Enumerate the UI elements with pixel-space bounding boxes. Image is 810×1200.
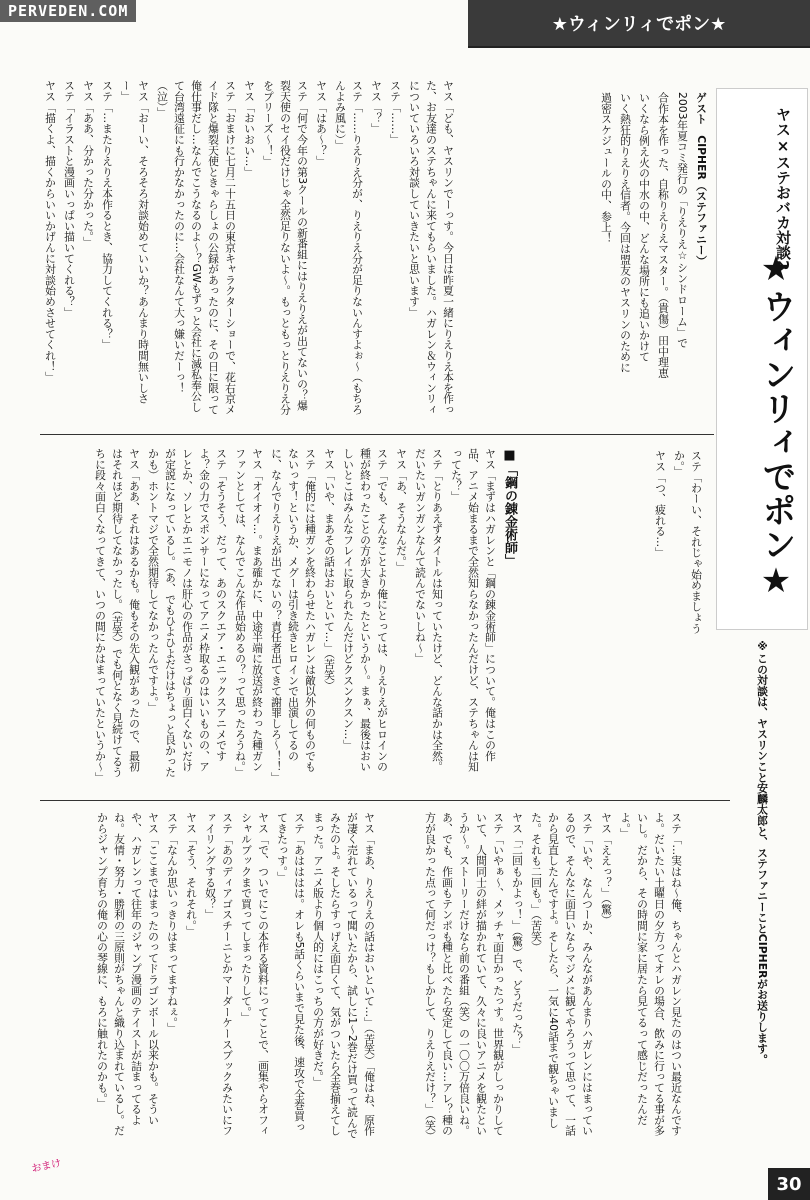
dialogue-line: ヤス「おーい、そろそろ対談始めていいか？あんまり時間無いしさー」: [120, 80, 150, 404]
dialogue-line: ヤス「あ、そうなんだ。」: [395, 448, 408, 573]
dialogue-line: ステ「わーい、それじゃ始めましょうか。」: [673, 450, 703, 634]
divider-top: [40, 434, 714, 435]
middle-right-dialogue: [650, 450, 705, 650]
middle-dialogue: [90, 448, 518, 783]
dialogue-line: ステ「イラストと漫画いっぱい描いてくれる？」: [63, 80, 76, 318]
title-box: [716, 88, 808, 630]
dialogue-line: ヤス「オイオイ…。まあ確かに、中途半端に放送が終わった種ガンファンとしては、なんでこんな作品始めるの？って思ったろうね。」: [234, 448, 264, 778]
intro-line: いく熱狂的りえりえ信者。今回は盟友のヤスリンのために: [619, 92, 632, 373]
dialogue-line: ヤス「ああ、分かった分かった。」: [82, 80, 95, 248]
dialogue-line: ヤス「はあ～？」: [315, 80, 328, 167]
side-note: [752, 640, 771, 1160]
bottom-right-dialogue: [420, 812, 685, 1142]
intro-line: いくなら例え火の中水の中、どんな場所にも追いかけて: [638, 92, 651, 362]
dialogue-line: ステ「いやぁ～、メッチャ面白かったっす。世界観がしっかりしていて、人間同士の絆が描かれていて、久々に良いアニメを観たというか～。ストーリーだけなら前の番組（笑）の一〇〇万倍良いね。あ、でも、作画もテンポも種と比べたら安定して良い…アレ？種の方が良かった点って何だっけ？もしかして、りえりえだけ？」（笑）: [424, 812, 505, 1142]
dialogue-line: ステ「あはははは。オレも5話くらいまで見た後、速攻で全巻買ってきたっす。」: [276, 812, 306, 1133]
dialogue-line: ヤス「で、ついでにこの本作る資料にってことで、画集やらオフィシャルブックまで買ってしまったりして。」: [240, 812, 270, 1136]
dialogue-line: ヤス「ここまではまったのってドラゴンボール以来かも。そういや、ハガレンって往年のジャンプ漫画のテイストが詰まってるよね。友情・努力・勝利の三原則がちゃんと織り込まれているし。だからジャンプ育ちの俺の心の琴線に、もろに触れたのかも。」: [96, 812, 160, 1136]
subtitle: ヤス×ステおバカ対談2: [774, 107, 792, 271]
dialogue-line: ヤス「描くよ、描くからいいかげんに対談始めさせてくれ！」: [44, 80, 57, 383]
dialogue-line: ヤス「？」: [370, 80, 383, 134]
intro-text: [596, 92, 710, 422]
dialogue-line: ヤス「まずはハガレンと「鋼の錬金術師」について。俺はこの作品、アニメ始まるまで全然知らなかったんだけど、ステちゃんは知ってた？」: [450, 448, 497, 772]
bottom-dialogue: [92, 812, 378, 1142]
page-number: 30: [768, 1168, 810, 1200]
dialogue-line: ヤス「ども、ヤスリンでーっす。今日は昨夏一緒にりえりえ本を作った、お友達のステちゃんに来てもらいました。ハガレン＆ウィンリィについていろいろ対談していきたいと思います」: [408, 80, 455, 415]
divider-bottom: [40, 800, 730, 801]
dialogue-line: ヤス「二回もかよっ！」（驚）で、どうだった？」: [511, 812, 524, 1055]
dialogue-line: ステ「そうそう、だって、あのスクエア・エニックスアニメですよ？金の力でスポンサーになってアニメ枠取るのはいいものの、アレとか、ソレとかエニモノは肝心の作品がさっぱり面白くないだけが定説になっているし。（あ、でもひよひよだけはちょっと良かったかも）ホントマジで全然期待してなかったんですよ。」: [147, 448, 228, 778]
intro-line: 合作本を作った、自称りえりえマスター。（貴傷）田中理恵: [657, 92, 670, 379]
dialogue-line: ステ「……」: [389, 80, 402, 145]
dialogue-line: ステ「いや、なんつーか、みんながあんまりハガレンにはまっているので、そんなに面白いならマジメに観てやろうって思って、一話から見直したんですよ。そしたら、一気に40話まで観ちゃいました。それも二回も。」（苦笑）: [530, 812, 594, 1136]
watermark: PERVEDEN.COM: [0, 0, 136, 22]
header-title: ★ウィンリィでポン★: [468, 0, 810, 48]
dialogue-line: ヤス「ええっ？」（驚）: [600, 812, 613, 926]
section-heading: ■「鋼の錬金術師」: [502, 448, 517, 567]
dialogue-line: ステ「俺的には種ガンを終わらせたハガレンは敵以外の何ものでもないっす！というか、メグーは引き続きヒロインで出演してるのに、なんでりえりえが出てないの？責任者出てきて謝罪しろ～！！」: [270, 448, 317, 783]
dialogue-line: ステ「……りえりえ分が、りえりえ分が足りないんすよぉ～（もちろんよみ風に）」: [334, 80, 364, 415]
intro-line: 過密スケジュールの中、参上！: [600, 92, 613, 244]
dialogue-line: ヤス「おいおい…」: [243, 80, 256, 178]
big-title: ★ウィンリィでポン★: [756, 249, 796, 601]
dialogue-line: ステ「なんか思いっきりはまってますねぇ。」: [166, 812, 179, 1034]
dialogue-line: ステ「あのディアゴスチーニとかマーダーケースブックみたいにファイリングする奴？」: [204, 812, 234, 1136]
dialogue-line: ステ「…またりえりえ本作るとき、協力してくれる？」: [101, 80, 114, 350]
decorative-stamp: おまけ: [30, 1157, 63, 1175]
intro-line: 2003年夏コミ発行の「りえりえ☆シンドローム」で: [676, 92, 689, 349]
dialogue-line: ヤス「そう、それそれ。」: [185, 812, 198, 937]
dialogue-line: ヤス「いや、まあその話はおいといて…」（苦笑）: [323, 448, 336, 691]
dialogue-line: ステ「…実はね～俺、ちゃんとハガレン見たのはつい最近なんですよ。だいたい土曜日の夕方ってオレの場合、飲みに行ってる事が多いし。だから、その時間に家に居たら見てるって感じだったんだよ。」: [619, 812, 683, 1136]
side-note-text: ※この対談は、ヤスリンこと安麟太郎と、ステファニーことCIPHERがお送りします。: [756, 640, 769, 1065]
dialogue-line: ヤス「つ、疲れる…」: [654, 450, 667, 558]
dialogue-line: ステ「何で今年の第3クールの新番組にはりえりえが出てないの？爆裂天使のセイ役だけじゃ全然足りないよ～。もっともっとりえりえ分をプリーズ～！」: [262, 80, 309, 415]
dialogue-line: ヤス「ああ、それはあるかも。俺もその先入観があったので、最初はそれほど期待してなかったし。（苦笑）でも何となく見続けてるうちに段々面白くなってきて、いつの間にかはまっていたというか～」: [94, 448, 141, 783]
dialogue-line: ヤス「まあ、りえりえの話はおいといて…」（苦笑）「俺はね、原作が凄く売れているって聞いたから、試しに1～2巻だけ買って読んでみたのよ。そしたらすっげえ面白くて、気がついたら全巻揃えてしまった。アニメ版より個人的にはこっちの方が好きだ。」: [312, 812, 376, 1139]
dialogue-line: ステ「とりあえずタイトルは知っていたけど、どんな話かは全然。だいたいガンガンなんて読んでないしね～」: [414, 448, 444, 772]
dialogue-line: ステ「おまけに七月二十五日の東京キャラクターショーで、花右京メイド隊と爆裂天使ときゃらしょの公録があったのに、その日に限って俺仕事だし…なんでこうなるのよ～？GWもずっと会社に滅私奉公して台湾遠征にも行かなかったのに…会社なんて大っ嫌いだーっ！（泣）」: [156, 80, 237, 415]
top-dialogue: [40, 80, 457, 420]
dialogue-line: ステ「でも、そんなことより俺にとっては、りえりえがヒロインの種が終わったことの方が大きかったというか～。まぁ、最後はおいしいとこはみんなフレイに取られたんだけどクスンクスン…」: [342, 448, 389, 772]
intro-line: ゲスト CIPHER（ステファニー）: [695, 92, 708, 267]
